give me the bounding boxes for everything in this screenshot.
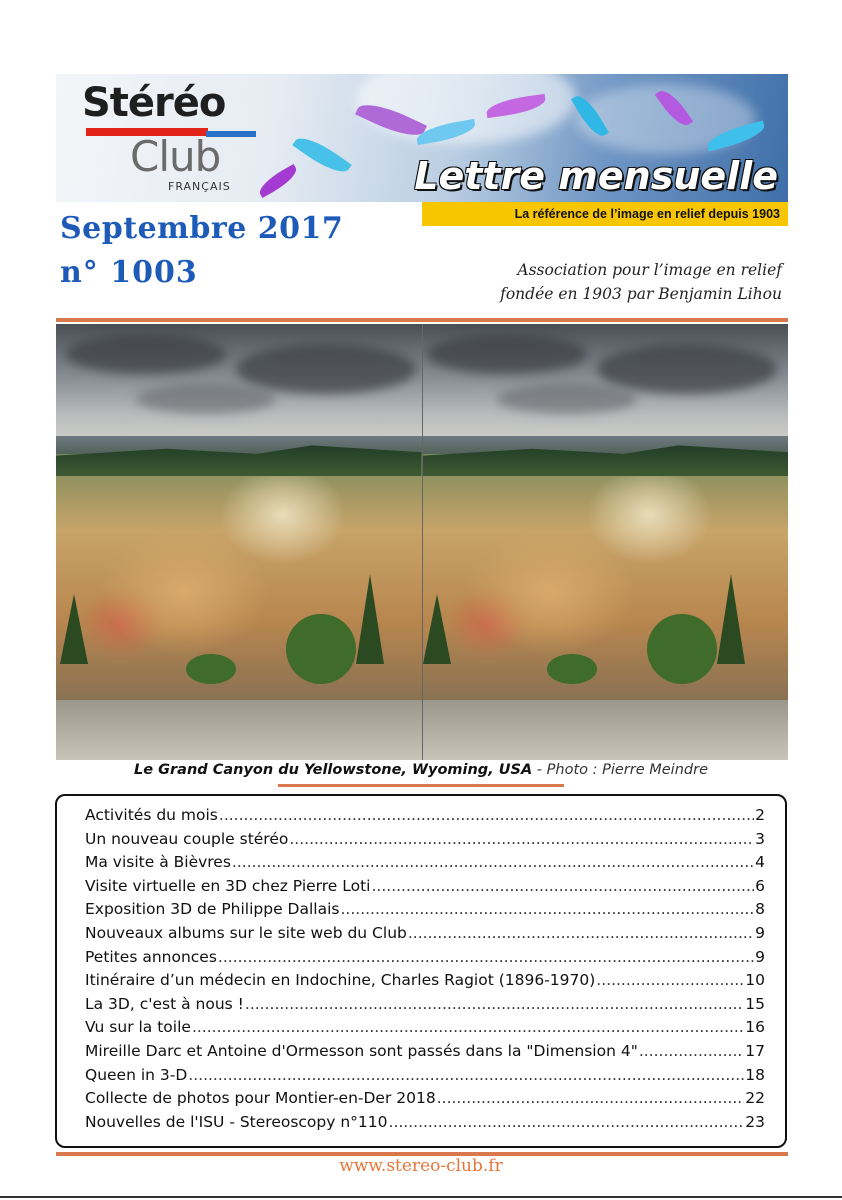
toc-item-page: 8	[755, 900, 765, 919]
toc-leader-dots	[192, 1018, 744, 1036]
toc-item-title: La 3D, c'est à nous !	[85, 994, 244, 1013]
toc-item-page: 15	[745, 994, 765, 1013]
toc-item[interactable]	[85, 1042, 765, 1066]
toc-item-title: Nouveaux albums sur le site web du Club	[85, 923, 407, 942]
issue-number: n° 1003	[60, 255, 198, 290]
toc-item-page: 3	[755, 829, 765, 848]
toc-item-page: 9	[755, 923, 765, 942]
toc-item-page: 23	[745, 1112, 765, 1131]
toc-item[interactable]	[85, 1089, 765, 1113]
toc-list	[57, 796, 785, 1136]
toc-item[interactable]	[85, 948, 765, 972]
toc-item-title: Un nouveau couple stéréo	[85, 829, 289, 848]
toc-item[interactable]	[85, 995, 765, 1019]
photo-caption	[0, 762, 842, 778]
toc-item-page: 10	[745, 971, 765, 990]
toc-item-page: 6	[755, 876, 765, 895]
toc-item-title: Activités du mois	[85, 806, 218, 824]
logo-stereo-text: Stéréo	[82, 80, 226, 126]
stereo-photo	[56, 324, 788, 760]
stereo-photo-left	[56, 324, 422, 760]
caption-credit: - Photo : Pierre Meindre	[532, 762, 708, 778]
feather-decoration	[292, 130, 351, 179]
toc-leader-dots	[188, 1066, 744, 1084]
toc-item[interactable]	[85, 877, 765, 901]
tagline: La référence de l’image en relief depuis 1903	[422, 202, 788, 226]
toc-leader-dots	[596, 971, 744, 989]
toc-item-page: 17	[745, 1041, 765, 1060]
toc-item-title: Itinéraire d’un médecin en Indochine, Charles Ragiot (1896-1970)	[85, 971, 596, 990]
toc-item-page: 18	[745, 1065, 765, 1084]
toc-item-page: 16	[745, 1018, 765, 1037]
toc-item-title: Vu sur la toile	[85, 1018, 191, 1037]
toc-item-page: 9	[755, 947, 765, 966]
toc-leader-dots	[218, 948, 754, 966]
toc-item-page: 22	[745, 1089, 765, 1108]
toc-item-title: Ma visite à Bièvres	[85, 853, 231, 872]
logo-club-text: Club	[130, 132, 221, 181]
issue-date: Septembre 2017	[60, 211, 344, 246]
toc-item[interactable]	[85, 900, 765, 924]
caption-title: Le Grand Canyon du Yellowstone, Wyoming, USA	[134, 762, 533, 778]
toc-leader-dots	[389, 1113, 745, 1131]
toc-item[interactable]	[85, 971, 765, 995]
feather-decoration	[255, 164, 300, 198]
toc-leader-dots	[408, 924, 754, 942]
divider	[56, 318, 788, 322]
table-of-contents	[55, 794, 787, 1148]
toc-item-title: Visite virtuelle en 3D chez Pierre Loti	[85, 876, 371, 895]
newsletter-title: Lettre mensuelle	[414, 154, 778, 198]
toc-item[interactable]	[85, 1066, 765, 1090]
toc-item[interactable]	[85, 924, 765, 948]
toc-item-title: Mireille Darc et Antoine d'Ormesson sont passés dans la "Dimension 4"	[85, 1041, 638, 1060]
toc-item-title: Queen in 3-D	[85, 1065, 188, 1084]
toc-item[interactable]	[85, 830, 765, 854]
association-info	[500, 258, 782, 306]
stereo-photo-right	[422, 324, 789, 760]
association-line: fondée en 1903 par Benjamin Lihou	[500, 285, 782, 303]
header-banner	[56, 74, 788, 202]
toc-leader-dots	[340, 900, 754, 918]
toc-leader-dots	[372, 877, 755, 895]
toc-item-page: 4	[755, 853, 765, 872]
toc-leader-dots	[289, 830, 754, 848]
toc-item[interactable]	[85, 1018, 765, 1042]
logo-francais-text: FRANÇAIS	[168, 180, 231, 193]
toc-item-title: Nouvelles de l'ISU - Stereoscopy n°110	[85, 1112, 388, 1131]
toc-leader-dots	[232, 853, 754, 871]
toc-item-page: 2	[755, 806, 765, 824]
toc-item[interactable]	[85, 1113, 765, 1137]
toc-item[interactable]	[85, 853, 765, 877]
toc-leader-dots	[437, 1089, 745, 1107]
toc-leader-dots	[245, 995, 744, 1013]
association-line: Association pour l’image en relief	[517, 261, 782, 279]
page-edge	[0, 1196, 842, 1198]
toc-item[interactable]	[85, 806, 765, 830]
toc-leader-dots	[219, 806, 754, 824]
toc-leader-dots	[639, 1042, 744, 1060]
caption-underline	[278, 784, 564, 787]
toc-item-title: Petites annonces	[85, 947, 217, 966]
toc-item-title: Exposition 3D de Philippe Dallais	[85, 900, 340, 919]
toc-item-title: Collecte de photos pour Montier-en-Der 2018	[85, 1089, 436, 1108]
website-link[interactable]: www.stereo-club.fr	[339, 1156, 503, 1176]
